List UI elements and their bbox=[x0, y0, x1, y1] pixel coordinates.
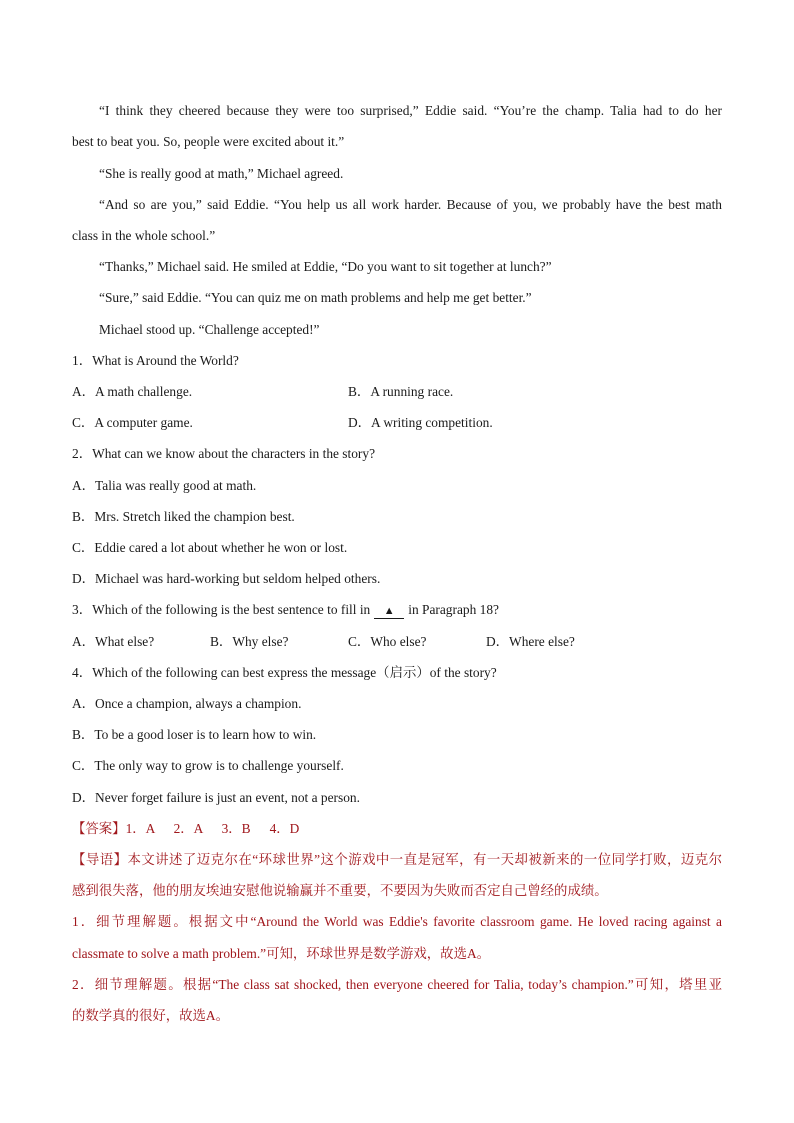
q2-option-c: C．Eddie cared a lot about whether he won or lost. bbox=[72, 540, 348, 555]
q1-option-a: A．A math challenge. bbox=[72, 384, 193, 399]
passage-line: “She is really good at math,” Michael agreed. bbox=[99, 166, 344, 181]
question-4-stem: 4．Which of the following can best express the message（启示）of the story? bbox=[72, 665, 497, 680]
q1-option-b: B．A running race. bbox=[348, 384, 454, 399]
q4-option-b: B．To be a good loser is to learn how to win. bbox=[72, 727, 317, 742]
explanation-line: classmate to solve a math problem.”可知，环球世界是数学游戏，故选A。 bbox=[72, 946, 491, 961]
q3-option-c: C．Who else? bbox=[348, 634, 427, 649]
q2-option-d: D．Michael was hard-working but seldom helped others. bbox=[72, 571, 381, 586]
guide-line bbox=[72, 852, 722, 868]
passage-line: “And so are you,” said Eddie. “You help us all work harder. Because of you, we probably have the best math bbox=[99, 197, 722, 212]
q1-option-c: C．A computer game. bbox=[72, 415, 193, 430]
q3-option-a: A．What else? bbox=[72, 634, 155, 649]
passage-line: “I think they cheered because they were too surprised,” Eddie said. “You’re the champ. Talia had to do her bbox=[99, 103, 722, 118]
blank-triangle-icon: ▲ bbox=[374, 605, 404, 619]
explanation-line: 的数学真的很好，故选A。 bbox=[72, 1008, 229, 1023]
answer-line bbox=[72, 821, 722, 837]
passage-line: “Thanks,” Michael said. He smiled at Eddie, “Do you want to sit together at lunch?” bbox=[99, 259, 552, 274]
q3-option-d: D．Where else? bbox=[486, 634, 575, 649]
passage-line: “Sure,” said Eddie. “You can quiz me on math problems and help me get better.” bbox=[99, 290, 532, 305]
guide-line: 感到很失落，他的朋友埃迪安慰他说输赢并不重要，不要因为失败而否定自己曾经的成绩。 bbox=[72, 883, 608, 898]
passage-line: class in the whole school.” bbox=[72, 228, 216, 243]
question-2-stem: 2．What can we know about the characters in the story? bbox=[72, 446, 376, 461]
q3-stem-end: in Paragraph 18? bbox=[408, 602, 499, 617]
question-1-stem: 1．What is Around the World? bbox=[72, 353, 239, 368]
explanation-line: 2．细节理解题。根据“The class sat shocked, then everyone cheered for Talia, today’s champion.”可知，塔里亚 bbox=[72, 977, 722, 992]
question-3-stem bbox=[72, 602, 722, 619]
q4-option-a: A．Once a champion, always a champion. bbox=[72, 696, 302, 711]
passage-line: Michael stood up. “Challenge accepted!” bbox=[99, 322, 320, 337]
guide-label: 【导语】 bbox=[72, 852, 128, 867]
q4-option-c: C．The only way to grow is to challenge yourself. bbox=[72, 758, 344, 773]
answer-item: 3．B bbox=[221, 821, 251, 836]
q4-option-d: D．Never forget failure is just an event, not a person. bbox=[72, 790, 360, 805]
guide-text: 本文讲述了迈克尔在“环球世界”这个游戏中一直是冠军，有一天却被新来的一位同学打败，迈克尔 bbox=[127, 852, 722, 867]
answer-item: 1．A bbox=[125, 821, 156, 836]
q2-option-a: A．Talia was really good at math. bbox=[72, 478, 257, 493]
answer-label: 【答案】 bbox=[72, 821, 126, 836]
explanation-line: 1．细节理解题。根据文中“Around the World was Eddie's favorite classroom game. He loved racing against a bbox=[72, 914, 722, 929]
q2-option-b: B．Mrs. Stretch liked the champion best. bbox=[72, 509, 295, 524]
q3-stem-start: 3．Which of the following is the best sentence to fill in bbox=[72, 602, 371, 617]
answer-item: 4．D bbox=[269, 821, 300, 836]
passage-line: best to beat you. So, people were excited about it.” bbox=[72, 134, 345, 149]
q1-option-d: D．A writing competition. bbox=[348, 415, 493, 430]
answer-item: 2．A bbox=[173, 821, 204, 836]
q3-option-b: B．Why else? bbox=[210, 634, 289, 649]
